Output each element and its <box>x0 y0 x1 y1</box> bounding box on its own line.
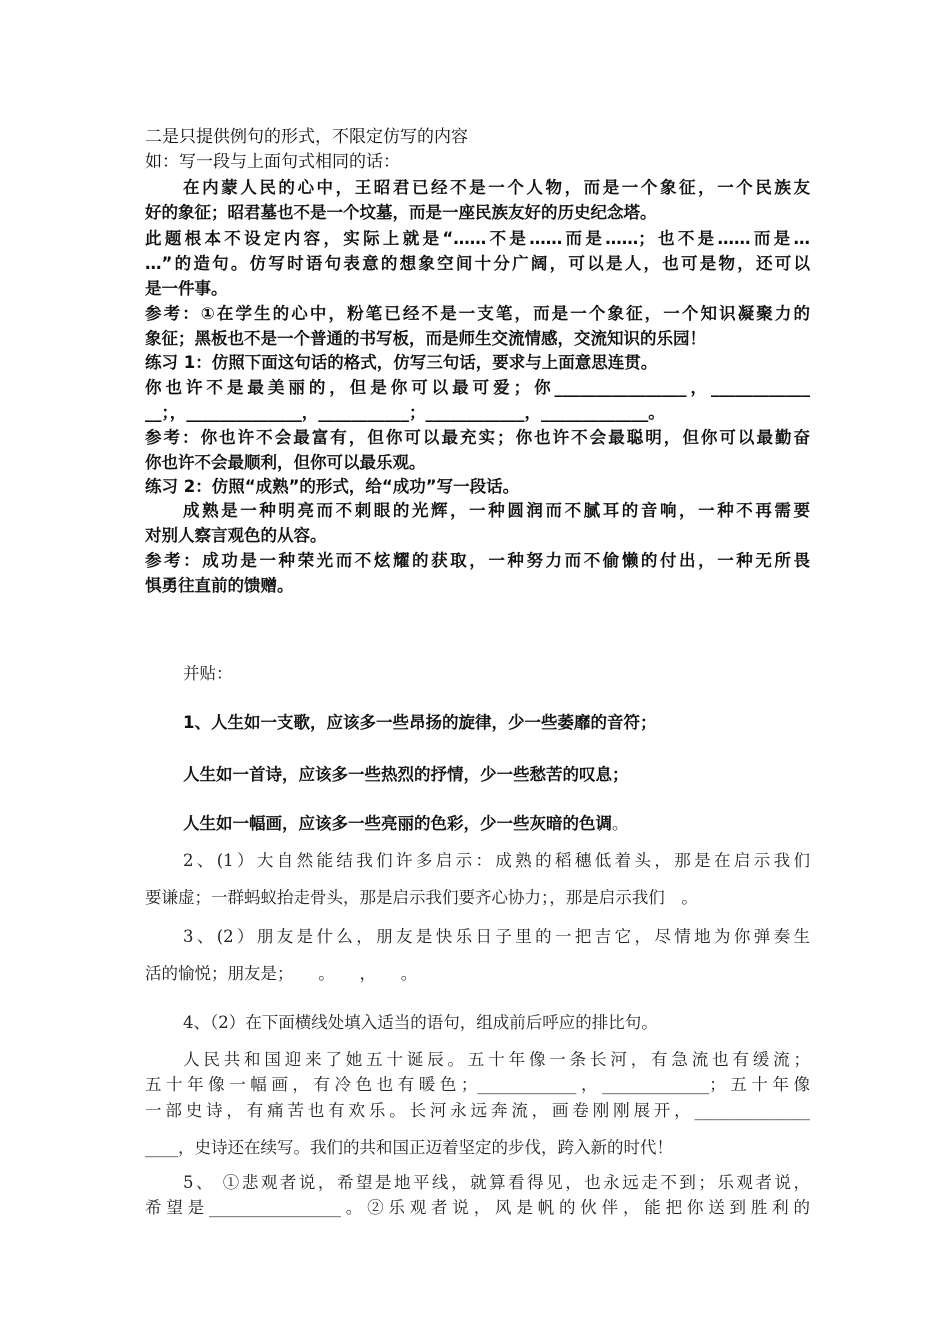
text-line <box>183 812 823 836</box>
text-line: 在内蒙人民的心中，王昭君已经不是一个人物，而是一个象征，一个民族友 <box>183 178 810 197</box>
text-line: __；，______________，___________；____________，_____________。 <box>145 403 665 422</box>
text-line: 人生如一首诗，应该多一些热烈的抒情，少一些愁苦的叹息； <box>183 765 629 784</box>
text-line: 参考：你也许不会最富有，但你可以最充实；你也许不会最聪明，但你可以最勤奋 <box>145 428 810 447</box>
text-line: 1、人生如一支歌，应该多一些昂扬的旋律，少一些萎靡的音符； <box>183 713 657 732</box>
text-line: 此题根本不设定内容，实际上就是“……不是……而是……；也不是……而是… <box>145 229 810 248</box>
text-line: 练习 1：仿照下面这句话的格式，仿写三句话，要求与上面意思连贯。 <box>145 353 658 372</box>
text-line: 二是只提供例句的形式，不限定仿写的内容 <box>145 127 468 147</box>
text-line: 你也许不是最美丽的，但是你可以最可爱；你________________，____________ <box>145 378 810 397</box>
text-line: 2、(1）大自然能结我们许多启示：成熟的稻穗低着头，那是在启示我们 <box>183 851 810 870</box>
text-line: 参考：成功是一种荣光而不炫耀的获取，一种努力而不偷懒的付出，一种无所畏 <box>145 551 810 570</box>
text-line: 惧勇往直前的馈赠。 <box>145 576 294 595</box>
text-line: 五十年像一幅画，有冷色也有暖色；____________，_____________；五十年像 <box>145 1075 810 1094</box>
text-line: 是一件事。 <box>145 279 228 298</box>
text-line: 如：写一段与上面句式相同的话： <box>145 152 400 172</box>
text-line-bold: 人生如一幅画，应该多一些亮丽的色彩，少一些灰暗的色调 <box>183 814 612 833</box>
text-line: 希望是________________。②乐观者说，风是帆的伙伴，能把你送到胜利的 <box>145 1198 810 1217</box>
text-line: 一部史诗，有痛苦也有欢乐。长河永远奔流，画卷刚刚展开，______________ <box>145 1101 810 1120</box>
text-line: 3、(2）朋友是什么，朋友是快乐日子里的一把吉它，尽情地为你弹奏生 <box>183 927 810 946</box>
text-line: ____，史诗还在续写。我们的共和国正迈着坚定的步伐，跨入新的时代！ <box>145 1138 673 1157</box>
text-line-tail: 。 <box>612 814 629 833</box>
text-line: 5、 ①悲观者说，希望是地平线，就算看得见，也永远走不到；乐观者说， <box>183 1173 810 1192</box>
text-line: 成熟是一种明亮而不刺眼的光辉，一种圆润而不腻耳的音响，一种不再需要 <box>183 501 810 520</box>
text-line: 4、（2）在下面横线处填入适当的语句，组成前后呼应的排比句。 <box>183 1013 658 1032</box>
text-line: 人民共和国迎来了她五十诞辰。五十年像一条长河，有急流也有缓流； <box>183 1050 810 1069</box>
text-line: 参考：①在学生的心中，粉笔已经不是一支笔，而是一个象征，一个知识凝聚力的 <box>145 304 810 323</box>
text-line: 对别人察言观色的从容。 <box>145 526 327 545</box>
text-line: 活的愉悦；朋友是； 。 ， 。 <box>145 964 418 983</box>
text-line: 并贴： <box>183 664 233 683</box>
text-line: 你也许不会最顺利，但你可以最乐观。 <box>145 453 426 472</box>
text-line: 象征；黑板也不是一个普通的书写板，而是师生交流情感，交流知识的乐园！ <box>145 329 706 348</box>
text-line: …”的造句。仿写时语句表意的想象空间十分广阔，可以是人，也可是物，还可以 <box>145 254 810 273</box>
text-line: 练习 2：仿照“成熟”的形式，给“成功”写一段话。 <box>145 477 520 496</box>
text-line: 要谦虚；一群蚂蚁抬走骨头，那是启示我们要齐心协力；，那是启示我们 。 <box>145 888 698 907</box>
text-line: 好的象征；昭君墓也不是一个坟墓，而是一座民族友好的历史纪念塔。 <box>145 203 657 222</box>
